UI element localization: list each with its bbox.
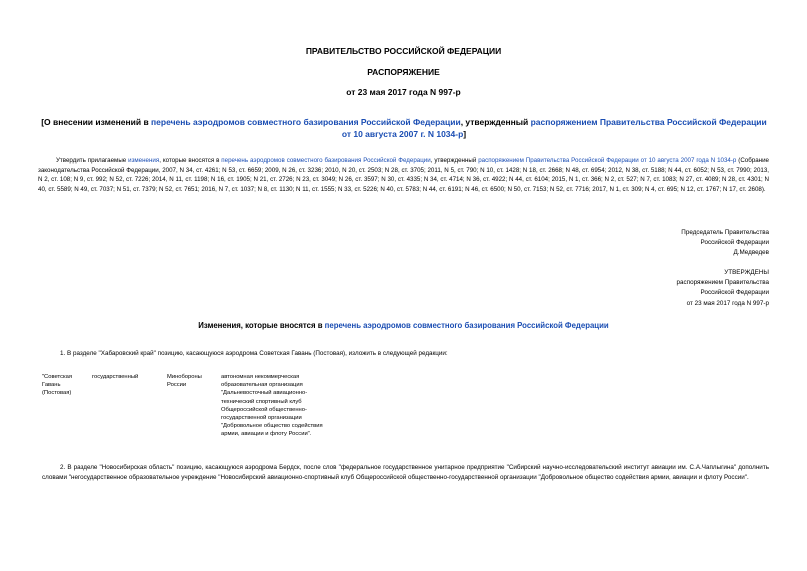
main-paragraph: Утвердить прилагаемые изменения, которые вносятся в перечень аэродромов совместного базирования Российской Федерации, утвержденный распоряжением Правительства Российской Федерации от 10 августа 2007 года N 1034-р (Собрание законодательства Российской Федерации, 2007, N 34, ст. 4261; N 53, ст. 6659; 2009, N 26, ст. 3236; 2010, N 20, ст. 2503; N 28, ст. 3705; 2011, N 5, ст. 790; N 10, ст. 1428; N 18, ст. 2668; N 48, ст. 6954; 2012, N 38, ст. 5188; N 44, ст. 6052; N 53, ст. 7990; 2013, N 2, ст. 108; N 9, ст. 992; N 52, ст. 7226; 2014, N 11, ст. 1198; N 16, ст. 1905; N 21, ст. 2726; N 23, ст. 3049; N 26, ст. 3597; N 30, ст. 4335; N 34, ст. 4714; N 36, ст. 4922; N 44, ст. 6104; 2015, N 1, ст. 366; N 2, ст. 527; N 7, ст. 1083; N 27, ст. 4089; N 28, ст. 4301; N 40, ст. 5589; N 49, ст. 7037; N 51, ст. 7379; N 52, ст. 7651; 2016, N 7, ст. 1037; N 8, ст. 1130; N 11, ст. 1555; N 33, ст. 5226; N 40, ст. 5783; N 44, ст. 6191; N 46, ст. 6500; N 50, ст. 7153; N 52, ст. 7716; 2017, N 1, ст. 309; N 4, ст. 695; N 12, ст. 1767; N 17, ст. 2608). — [38, 157, 769, 193]
link-aerodrome-list[interactable]: перечень аэродромов совместного базирования Российской Федерации — [221, 157, 431, 164]
table-cell-authority: Минобороны России — [167, 374, 202, 389]
document-title: [О внесении изменений в перечень аэродромов совместного базирования Российской Федерации, утвержденный распоряжением Правительства Российской Федерации от 10 августа 2007 г. N 1034-р] — [41, 117, 767, 139]
item-1: 1. В разделе "Хабаровский край" позицию, касающуюся аэродрома Советская Гавань (Постовая), изложить в следующей редакции: — [60, 350, 448, 357]
title-link-list[interactable]: перечень аэродромов совместного базирования Российской Федерации — [151, 117, 461, 127]
approval-block: УТВЕРЖДЕНЫ распоряжением Правительства Российской Федерации от 23 мая 2017 года N 997-р — [676, 269, 769, 307]
table-cell-affiliation: государственный — [92, 374, 139, 380]
link-changes[interactable]: изменения — [128, 157, 160, 164]
changes-title: Изменения, которые вносятся в перечень аэродромов совместного базирования Российской Федерации — [198, 321, 609, 330]
link-order-1034[interactable]: распоряжением Правительства Российской Федерации от 10 августа 2007 года N 1034-р — [478, 157, 737, 164]
title-link-order[interactable]: распоряжением Правительства Российской Федерации от 10 августа 2007 г. N 1034-р — [341, 117, 767, 139]
table-cell-aerodrome: "Советская Гавань (Постовая) — [42, 374, 73, 397]
document-type: РАСПОРЯЖЕНИЕ — [367, 67, 440, 77]
item-2: 2. В разделе "Новосибирская область" позицию, касающуюся аэродрома Бердск, после слов "федеральное государственное унитарное предприятие "Сибирский научно-исследовательский институт авиации им. С.А.Чаплыгина" дополнить словами "негосударственное образовательное учреждение "Новосибирский авиационно-спортивный клуб Общероссийской общественно-государственной организации "Добровольное общество содействия армии, авиации и флоту России". — [42, 464, 769, 481]
subtitle-link-list[interactable]: перечень аэродромов совместного базирования Российской Федерации — [324, 321, 609, 330]
table-cell-organization: автономная некоммерческая образовательная организация "Дальневосточный авиационно-технический спортивный клуб Общероссийской общественно-государственной организации "Добровольное общество содействия армии, авиации и флоту России". — [221, 374, 323, 438]
document-date: от 23 мая 2017 года N 997-р — [346, 87, 461, 97]
government-heading: ПРАВИТЕЛЬСТВО РОССИЙСКОЙ ФЕДЕРАЦИИ — [305, 46, 502, 56]
signature-block: Председатель Правительства Российской Федерации Д.Медведев — [681, 229, 769, 257]
